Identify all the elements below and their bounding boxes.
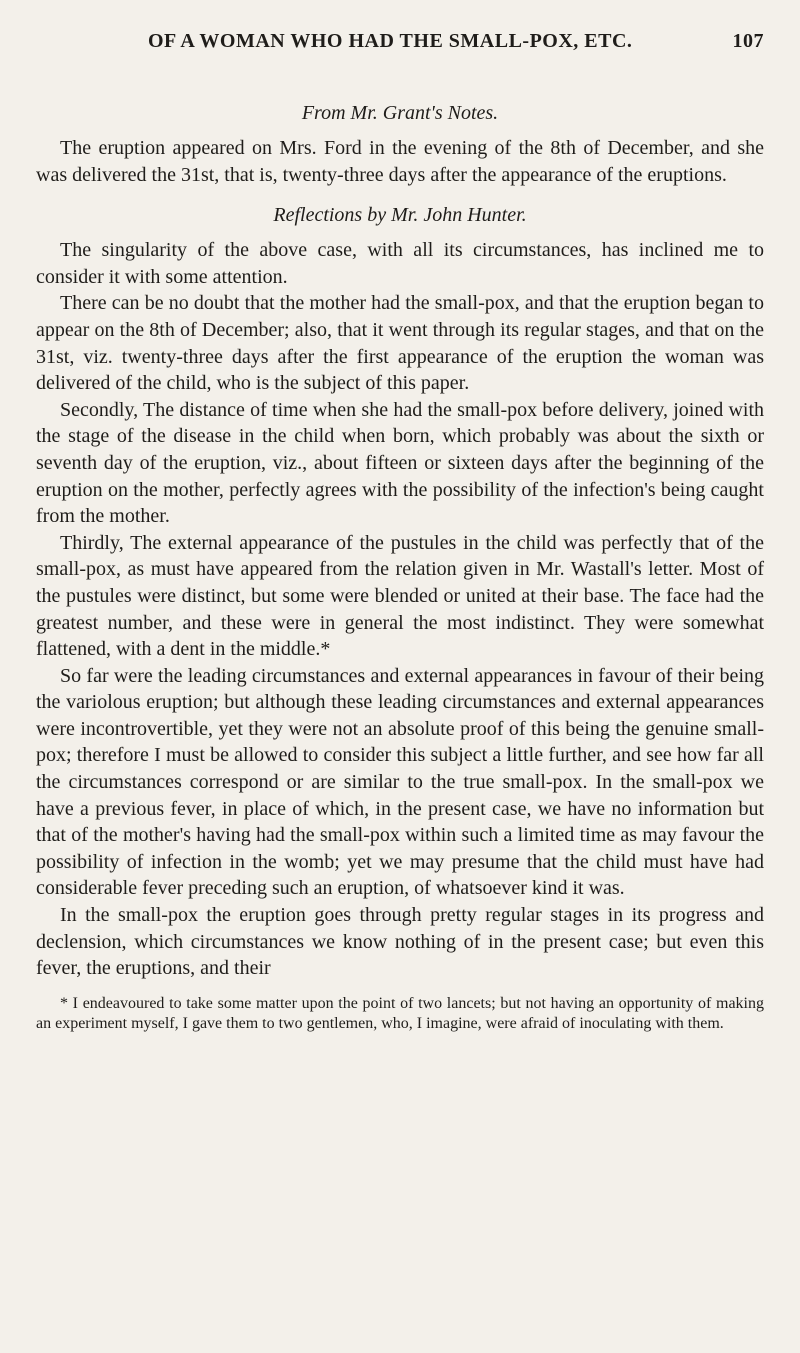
paragraph: There can be no doubt that the mother had the small-pox, and that the eruption began to appear on the 8th of December; also, that it went through its regular stages, and that on the 31st, viz. twenty-three days after the first appearance of the eruption the woman was delivered of the child, who is the subject of this paper. bbox=[36, 292, 764, 395]
running-head bbox=[148, 30, 764, 60]
paragraph: Thirdly, The external appearance of the pustules in the child was perfectly that of the small-pox, as must have appeared from the relation given in Mr. Wastall's letter. Most of the pustules were distinct, but some were blended or united at their base. The face had the greatest number, and these were in general the most indistinct. They were somewhat flattened, with a dent in the middle.* bbox=[36, 531, 764, 661]
page-number: 107 bbox=[732, 30, 764, 52]
section-heading-grant-notes: From Mr. Grant's Notes. bbox=[301, 102, 499, 124]
paragraph: The eruption appeared on Mrs. Ford in the evening of the 8th of December, and she was delivered the 31st, that is, twenty-three days after the appearance of the eruptions. bbox=[36, 137, 764, 186]
paragraph: So far were the leading circumstances and external appearances in favour of their being the variolous eruption; but although these leading circumstances and external appearances were incontrovertible, yet they were not an absolute proof of this being the genuine small-pox; therefore I must be allowed to consider this subject a little further, and see how far all the circumstances correspond or are similar to the true small-pox. In the small-pox we have a previous fever, in place of which, in the present case, we have no information but that of the mother's having had the small-pox within such a limited time as may favour the possibility of infection in the womb; yet we may presume that the child must have had considerable fever preceding such an eruption, of whatsoever kind it was. bbox=[36, 664, 764, 900]
paragraph: The singularity of the above case, with all its circumstances, has inclined me to consider it with some attention. bbox=[36, 239, 764, 288]
paragraph: In the small-pox the eruption goes through pretty regular stages in its progress and declension, which circumstances we know nothing of in the present case; but even this fever, the eruptions, and their bbox=[36, 904, 764, 980]
section-heading-hunter-reflections: Reflections by Mr. John Hunter. bbox=[273, 204, 527, 227]
paragraph: Secondly, The distance of time when she had the small-pox before delivery, joined with the stage of the disease in the child when born, which probably was about the sixth or seventh day of the eruption, viz., about fifteen or sixteen days after the beginning of the eruption on the mother, perfectly agrees with the possibility of the infection's being caught from the mother. bbox=[36, 398, 764, 528]
footnote: * I endeavoured to take some matter upon the point of two lancets; but not having an opportunity of making an experiment myself, I gave them to two gentlemen, who, I imagine, were afraid of inoculating with them. bbox=[36, 994, 764, 1032]
running-title: OF A WOMAN WHO HAD THE SMALL-POX, ETC. bbox=[148, 30, 633, 52]
